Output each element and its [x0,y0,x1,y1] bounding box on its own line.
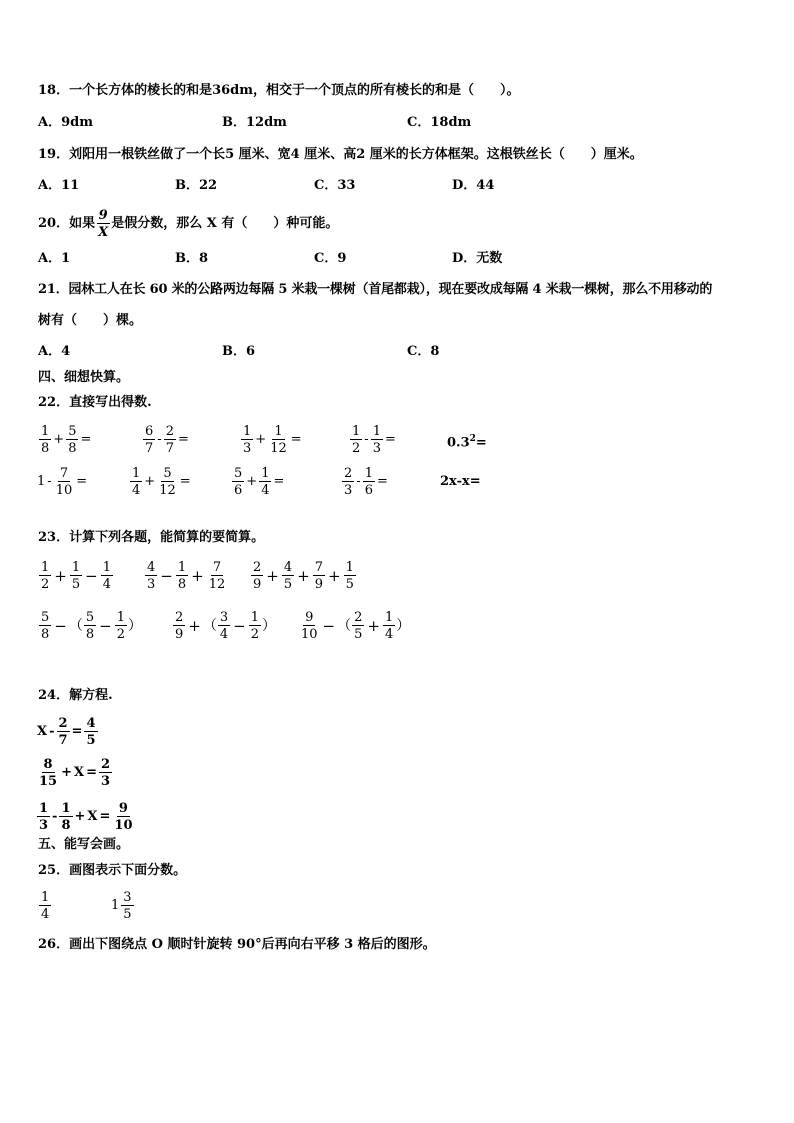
q22-expr-2: $\frac{6}{7}$ - $\frac{2}{7}$ = [145,424,189,456]
q22-expr-8: $\frac{5}{6}$ + $\frac{1}{4}$ = [234,466,285,498]
q24-title: 24．解方程. [38,688,113,703]
q20-fraction: $\frac{9}{X}$ [98,207,109,240]
q23-expr-2: $\frac{4}{3}$ − $\frac{1}{8}$ + $\frac{7}{12}$ [147,560,226,592]
section-4-heading: 四、细想快算。 [38,370,130,385]
q22-expr-1: $\frac{1}{8}$ + $\frac{5}{8}$ = [41,424,92,456]
q20-option-a: A．1 [38,251,71,266]
q21-stem-line1: 21．园林工人在长 60 米的公路两边每隔 5 米栽一棵树（首尾都栽），现在要改成每隔 4 米栽一棵树，那么不用移动的 [38,282,713,297]
q23-expr-1: $\frac{1}{2}$ + $\frac{1}{5}$ − $\frac{1}{4}$ [41,560,111,592]
q23-expr-6: $\frac{9}{10}$ − （ $\frac{2}{5}$ + $\frac{1}{4}$ ） [301,610,411,642]
q25-title: 25．画图表示下面分数。 [38,863,187,878]
q22-expr-3: $\frac{1}{3}$ + $\frac{1}{12}$ = [243,424,302,456]
q22-expr-6: 1 - $\frac{7}{10}$ = [37,466,88,498]
q22-title: 22．直接写出得数. [38,395,152,410]
q19-option-c: C．33 [314,178,356,193]
q20-stem: 20．如果 $\frac{9}{X}$ 是假分数，那么 X 有（ ）种可能。 [38,207,339,240]
q21-option-a: A．4 [38,344,71,359]
q18-option-c: C．18dm [407,115,472,130]
section-5-heading: 五、能写会画。 [38,837,130,852]
q22-expr-4: $\frac{1}{2}$ - $\frac{1}{3}$ = [352,424,396,456]
q18-stem: 18．一个长方体的棱长的和是36dm，相交于一个顶点的所有棱长的和是（ ）。 [38,83,520,98]
q22-expr-5: $0.3^2=$ [447,434,487,451]
q25-fraction-2: 1 $\frac{3}{5}$ [111,890,132,922]
q20-option-b: B．8 [175,251,209,266]
q21-option-c: C．8 [407,344,440,359]
q22-expr-7: $\frac{1}{4}$ + $\frac{5}{12}$ = [132,466,191,498]
q19-option-d: D．44 [452,178,495,193]
q22-expr-9: $\frac{2}{3}$ - $\frac{1}{6}$ = [344,466,388,498]
q18-option-b: B．12dm [222,115,287,130]
q23-title: 23．计算下列各题，能简算的要简算。 [38,530,265,545]
q23-expr-3: $\frac{2}{9}$ + $\frac{4}{5}$ + $\frac{7}{9}$ + $\frac{1}{5}$ [253,560,354,592]
q21-option-b: B．6 [222,344,256,359]
q19-stem: 19．刘阳用一根铁丝做了一个长5 厘米、宽4 厘米、高2 厘米的长方体框架。这根铁丝长（ ）厘米。 [38,147,643,162]
q24-equation-1: X - $\frac{2}{7}$ = $\frac{4}{5}$ [37,716,96,748]
q19-option-b: B．22 [175,178,218,193]
q18-option-a: A．9dm [38,115,93,130]
q23-expr-4: $\frac{5}{8}$ − （ $\frac{5}{8}$ − $\frac{1}{2}$ ） [41,610,142,642]
q24-equation-3: $\frac{1}{3}$ - $\frac{1}{8}$ + X = $\frac{9}{10}$ [39,801,133,833]
q21-stem-line2: 树有（ ）棵。 [38,313,143,328]
q20-option-d: D．无数 [452,251,503,266]
q25-fraction-1: $\frac{1}{4}$ [41,889,50,922]
q22-expr-10: 2x-x= [440,474,481,489]
q20-option-c: C．9 [314,251,347,266]
q19-option-a: A．11 [38,178,80,193]
q24-equation-2: $\frac{8}{15}$ + X = $\frac{2}{3}$ [39,757,111,789]
q26-title: 26．画出下图绕点 O 顺时针旋转 90°后再向右平移 3 格后的图形。 [38,937,436,952]
q23-expr-5: $\frac{2}{9}$ + （ $\frac{3}{4}$ − $\frac{1}{2}$ ） [175,610,276,642]
